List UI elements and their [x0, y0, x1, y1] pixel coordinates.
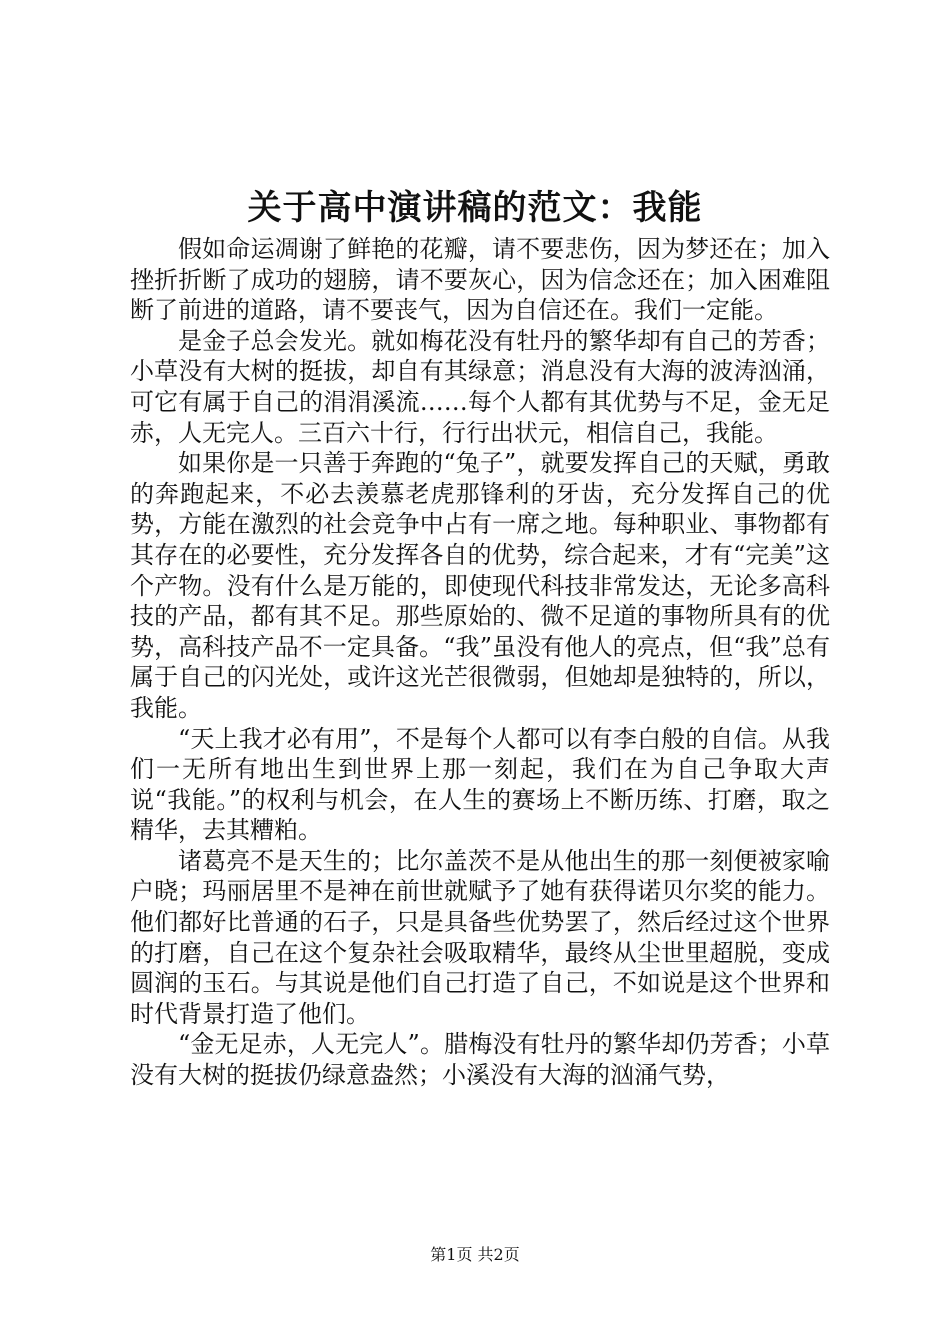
paragraph-3: 如果你是一只善于奔跑的“兔子”，就要发挥自己的天赋，勇敢的奔跑起来，不必去羡慕老虎那锋利的牙齿，充分发挥自己的优势，方能在激烈的社会竞争中占有一席之地。每种职业、事物都有其存在的必要性，充分发挥各自的优势，综合起来，才有“完美”这个产物。没有什么是万能的，即使现代科技非常发达，无论多高科技的产品，都有其不足。那些原始的、微不足道的事物所具有的优势，高科技产品不一定具备。“我”虽没有他人的亮点，但“我”总有属于自己的闪光处，或许这光芒很微弱，但她却是独特的，所以，我能。	[130, 449, 830, 722]
document-title: 关于高中演讲稿的范文：我能	[247, 188, 703, 228]
paragraph-6: “金无足赤，人无完人”。腊梅没有牡丹的繁华却仍芳香；小草没有大树的挺拔仍绿意盎然；小溪没有大海的汹涌气势，	[130, 1030, 830, 1090]
paragraph-1: 假如命运凋谢了鲜艳的花瓣，请不要悲伤，因为梦还在；加入挫折折断了成功的翅膀，请不要灰心，因为信念还在；加入困难阻断了前进的道路，请不要丧气，因为自信还在。我们一定能。	[130, 235, 830, 325]
paragraph-5: 诸葛亮不是天生的；比尔盖茨不是从他出生的那一刻便被家喻户晓；玛丽居里不是神在前世就赋予了她有获得诺贝尔奖的能力。他们都好比普通的石子，只是具备些优势罢了，然后经过这个世界的打磨，自己在这个复杂社会吸取精华，最终从尘世里超脱，变成圆润的玉石。与其说是他们自己打造了自己，不如说是这个世界和时代背景打造了他们。	[130, 846, 830, 1028]
document-body	[130, 234, 830, 1091]
paragraph-4: “天上我才必有用”，不是每个人都可以有李白般的自信。从我们一无所有地出生到世界上那一刻起，我们在为自己争取大声说“我能。”的权利与机会，在人生的赛场上不断历练、打磨，取之精华，去其糟粕。	[130, 724, 830, 845]
paragraph-2: 是金子总会发光。就如梅花没有牡丹的繁华却有自己的芳香；小草没有大树的挺拔，却自有其绿意；消息没有大海的波涛汹涌，可它有属于自己的涓涓溪流……每个人都有其优势与不足，金无足赤，人无完人。三百六十行，行行出状元，相信自己，我能。	[130, 326, 830, 447]
page-number-footer: 第1页 共2页	[430, 1245, 520, 1264]
